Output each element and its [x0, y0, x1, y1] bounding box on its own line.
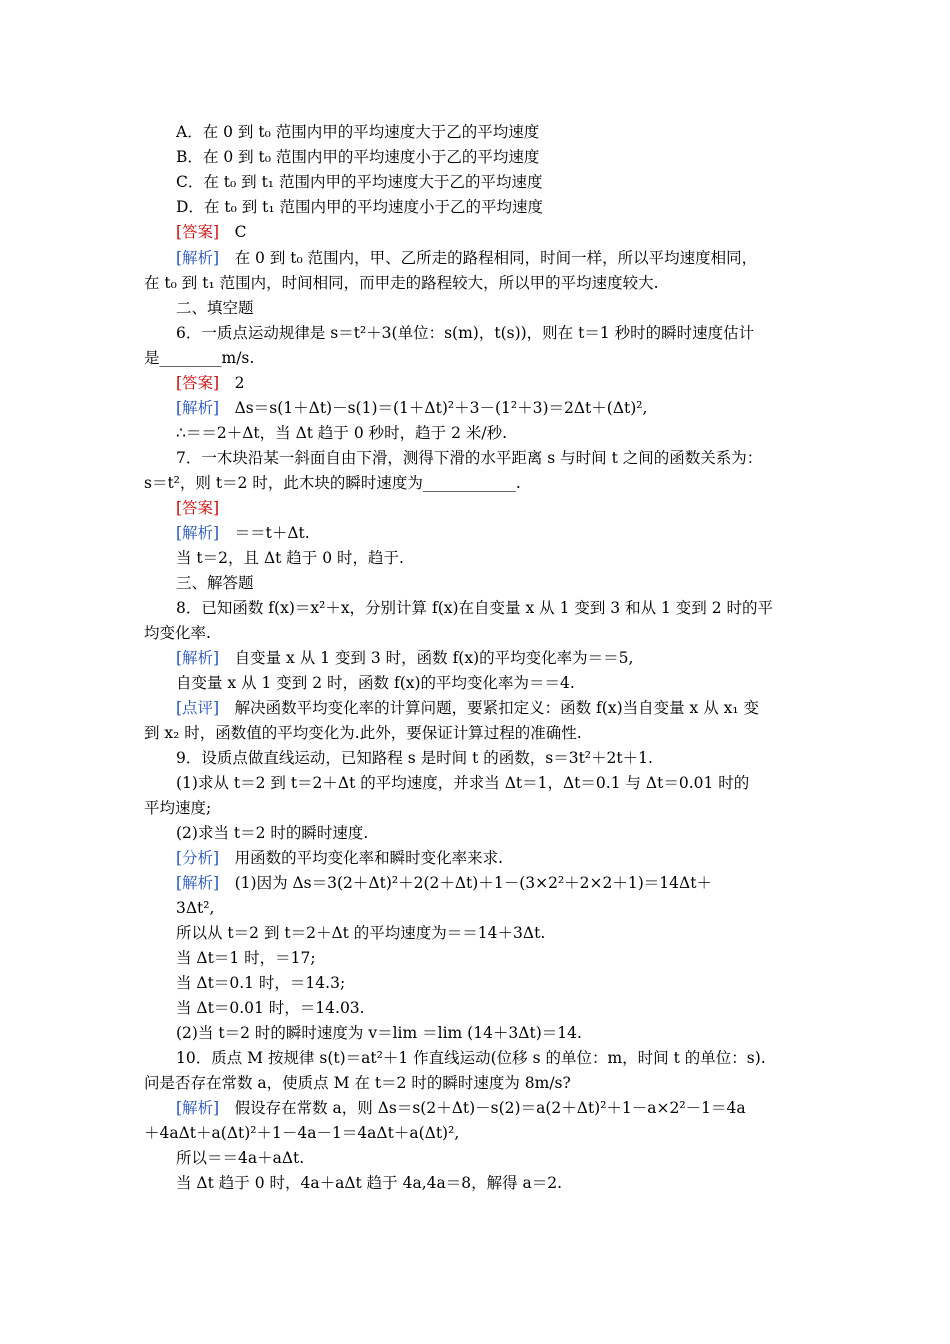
- line-text: 假设存在常数 a，则 Δs＝s(2＋Δt)－s(2)＝a(2＋Δt)²＋1－a×2²－1＝4a: [219, 1099, 746, 1117]
- text-line: [176, 873, 856, 893]
- text-line: [176, 298, 856, 318]
- text-line: [176, 698, 856, 718]
- text-line: [176, 573, 856, 593]
- text-line: [176, 548, 856, 568]
- line-text: 7．一木块沿某一斜面自由下滑，测得下滑的水平距离 s 与时间 t 之间的函数关系为：: [176, 449, 763, 467]
- text-line: [176, 998, 856, 1018]
- line-text: 所以＝＝4a＋aΔt.: [176, 1149, 305, 1167]
- text-line: [176, 1023, 856, 1043]
- line-text: 在 0 到 t₀ 范围内，甲、乙所走的路程相同，时间一样，所以平均速度相同，: [219, 249, 758, 267]
- line-text: 自变量 x 从 1 变到 2 时，函数 f(x)的平均变化率为＝＝4.: [176, 674, 575, 692]
- text-line: [144, 1073, 824, 1093]
- line-text: 问是否存在常数 a，使质点 M 在 t＝2 时的瞬时速度为 8m/s?: [144, 1074, 571, 1092]
- text-line: [144, 798, 824, 818]
- text-line: [176, 1048, 856, 1068]
- line-text: (1)求从 t＝2 到 t＝2＋Δt 的平均速度，并求当 Δt＝1，Δt＝0.1 与 Δt＝0.01 时的: [176, 774, 750, 792]
- line-text: 所以从 t＝2 到 t＝2＋Δt 的平均速度为＝＝14＋3Δt.: [176, 924, 546, 942]
- line-text: 自变量 x 从 1 变到 3 时，函数 f(x)的平均变化率为＝＝5,: [219, 649, 634, 667]
- text-line: [176, 973, 856, 993]
- line-text: 当 Δt＝1 时，＝17;: [176, 949, 316, 967]
- line-text: 解决函数平均变化率的计算问题，要紧扣定义：函数 f(x)当自变量 x 从 x₁ 变: [219, 699, 760, 717]
- line-text: A．在 0 到 t₀ 范围内甲的平均速度大于乙的平均速度: [176, 123, 540, 141]
- text-line: [176, 748, 856, 768]
- text-line: [176, 673, 856, 693]
- text-line: [176, 1098, 856, 1118]
- section-tag: [分析]: [176, 849, 220, 867]
- line-text: 当 Δt＝0.01 时，＝14.03.: [176, 999, 365, 1017]
- line-text: 当 t＝2，且 Δt 趋于 0 时，趋于.: [176, 549, 404, 567]
- line-text: 3Δt²,: [176, 899, 215, 917]
- section-tag: [解析]: [176, 1099, 220, 1117]
- text-line: [176, 448, 856, 468]
- text-line: [176, 147, 856, 167]
- text-line: [176, 848, 856, 868]
- line-text: ＝＝t＋Δt.: [219, 524, 310, 542]
- line-text: ∴＝＝2＋Δt，当 Δt 趋于 0 秒时，趋于 2 米/秒.: [176, 424, 508, 442]
- line-text: Δs＝s(1＋Δt)－s(1)＝(1＋Δt)²＋3－(1²＋3)＝2Δt＋(Δt)²,: [219, 399, 648, 417]
- line-text: 到 x₂ 时，函数值的平均变化为.此外，要保证计算过程的准确性.: [144, 724, 582, 742]
- line-text: C: [219, 223, 247, 241]
- line-text: 6．一质点运动规律是 s＝t²＋3(单位：s(m)，t(s))，则在 t＝1 秒时的瞬时速度估计: [176, 324, 755, 342]
- line-text: 2: [219, 374, 245, 392]
- section-tag: [点评]: [176, 699, 220, 717]
- line-text: 8．已知函数 f(x)＝x²＋x，分别计算 f(x)在自变量 x 从 1 变到 3 和从 1 变到 2 时的平: [176, 599, 774, 617]
- section-tag: [解析]: [176, 524, 220, 542]
- line-text: 均变化率.: [144, 624, 211, 642]
- text-line: [176, 648, 856, 668]
- line-text: (2)求当 t＝2 时的瞬时速度.: [176, 824, 369, 842]
- text-line: [176, 398, 856, 418]
- section-tag: [答案]: [176, 223, 220, 241]
- line-text: D．在 t₀ 到 t₁ 范围内甲的平均速度小于乙的平均速度: [176, 198, 544, 216]
- text-line: [176, 222, 856, 242]
- text-line: [176, 948, 856, 968]
- text-line: [176, 773, 856, 793]
- text-line: [144, 723, 824, 743]
- text-line: [176, 323, 856, 343]
- text-line: [144, 473, 824, 493]
- text-line: [144, 348, 824, 368]
- section-tag: [解析]: [176, 249, 220, 267]
- text-line: [176, 1173, 856, 1193]
- line-text: 二、填空题: [176, 299, 254, 317]
- line-text: 是________m/s.: [144, 349, 255, 367]
- text-line: [144, 623, 824, 643]
- line-text: C．在 t₀ 到 t₁ 范围内甲的平均速度大于乙的平均速度: [176, 173, 543, 191]
- text-line: [176, 598, 856, 618]
- line-text: (2)当 t＝2 时的瞬时速度为 v＝lim ＝lim (14＋3Δt)＝14.: [176, 1024, 582, 1042]
- line-text: 平均速度;: [144, 799, 212, 817]
- line-text: B．在 0 到 t₀ 范围内甲的平均速度小于乙的平均速度: [176, 148, 540, 166]
- text-line: [176, 423, 856, 443]
- text-line: [176, 823, 856, 843]
- text-line: [176, 122, 856, 142]
- text-line: [176, 923, 856, 943]
- section-tag: [解析]: [176, 649, 220, 667]
- line-text: 当 Δt＝0.1 时，＝14.3;: [176, 974, 346, 992]
- text-line: [144, 273, 824, 293]
- text-line: [176, 373, 856, 393]
- text-line: [176, 197, 856, 217]
- line-text: 9．设质点做直线运动，已知路程 s 是时间 t 的函数，s＝3t²＋2t＋1.: [176, 749, 653, 767]
- line-text: 在 t₀ 到 t₁ 范围内，时间相同，而甲走的路程较大，所以甲的平均速度较大.: [144, 274, 659, 292]
- section-tag: [答案]: [176, 374, 220, 392]
- text-line: [176, 523, 856, 543]
- text-line: [176, 172, 856, 192]
- text-line: [144, 1123, 824, 1143]
- line-text: (1)因为 Δs＝3(2＋Δt)²＋2(2＋Δt)＋1－(3×2²＋2×2＋1)＝14Δt＋: [219, 874, 712, 892]
- text-line: [176, 1148, 856, 1168]
- line-text: 三、解答题: [176, 574, 254, 592]
- line-text: ＋4aΔt＋a(Δt)²＋1－4a－1＝4aΔt＋a(Δt)²,: [144, 1124, 460, 1142]
- section-tag: [解析]: [176, 399, 220, 417]
- line-text: 用函数的平均变化率和瞬时变化率来求.: [219, 849, 504, 867]
- line-text: 当 Δt 趋于 0 时，4a＋aΔt 趋于 4a,4a＝8，解得 a＝2.: [176, 1174, 563, 1192]
- text-line: [176, 248, 856, 268]
- text-line: [176, 498, 856, 518]
- section-tag: [答案]: [176, 499, 220, 517]
- section-tag: [解析]: [176, 874, 220, 892]
- line-text: s＝t²，则 t＝2 时，此木块的瞬时速度为____________.: [144, 474, 521, 492]
- line-text: 10．质点 M 按规律 s(t)＝at²＋1 作直线运动(位移 s 的单位：m，时间 t 的单位：s).: [176, 1049, 766, 1067]
- text-line: [176, 898, 856, 918]
